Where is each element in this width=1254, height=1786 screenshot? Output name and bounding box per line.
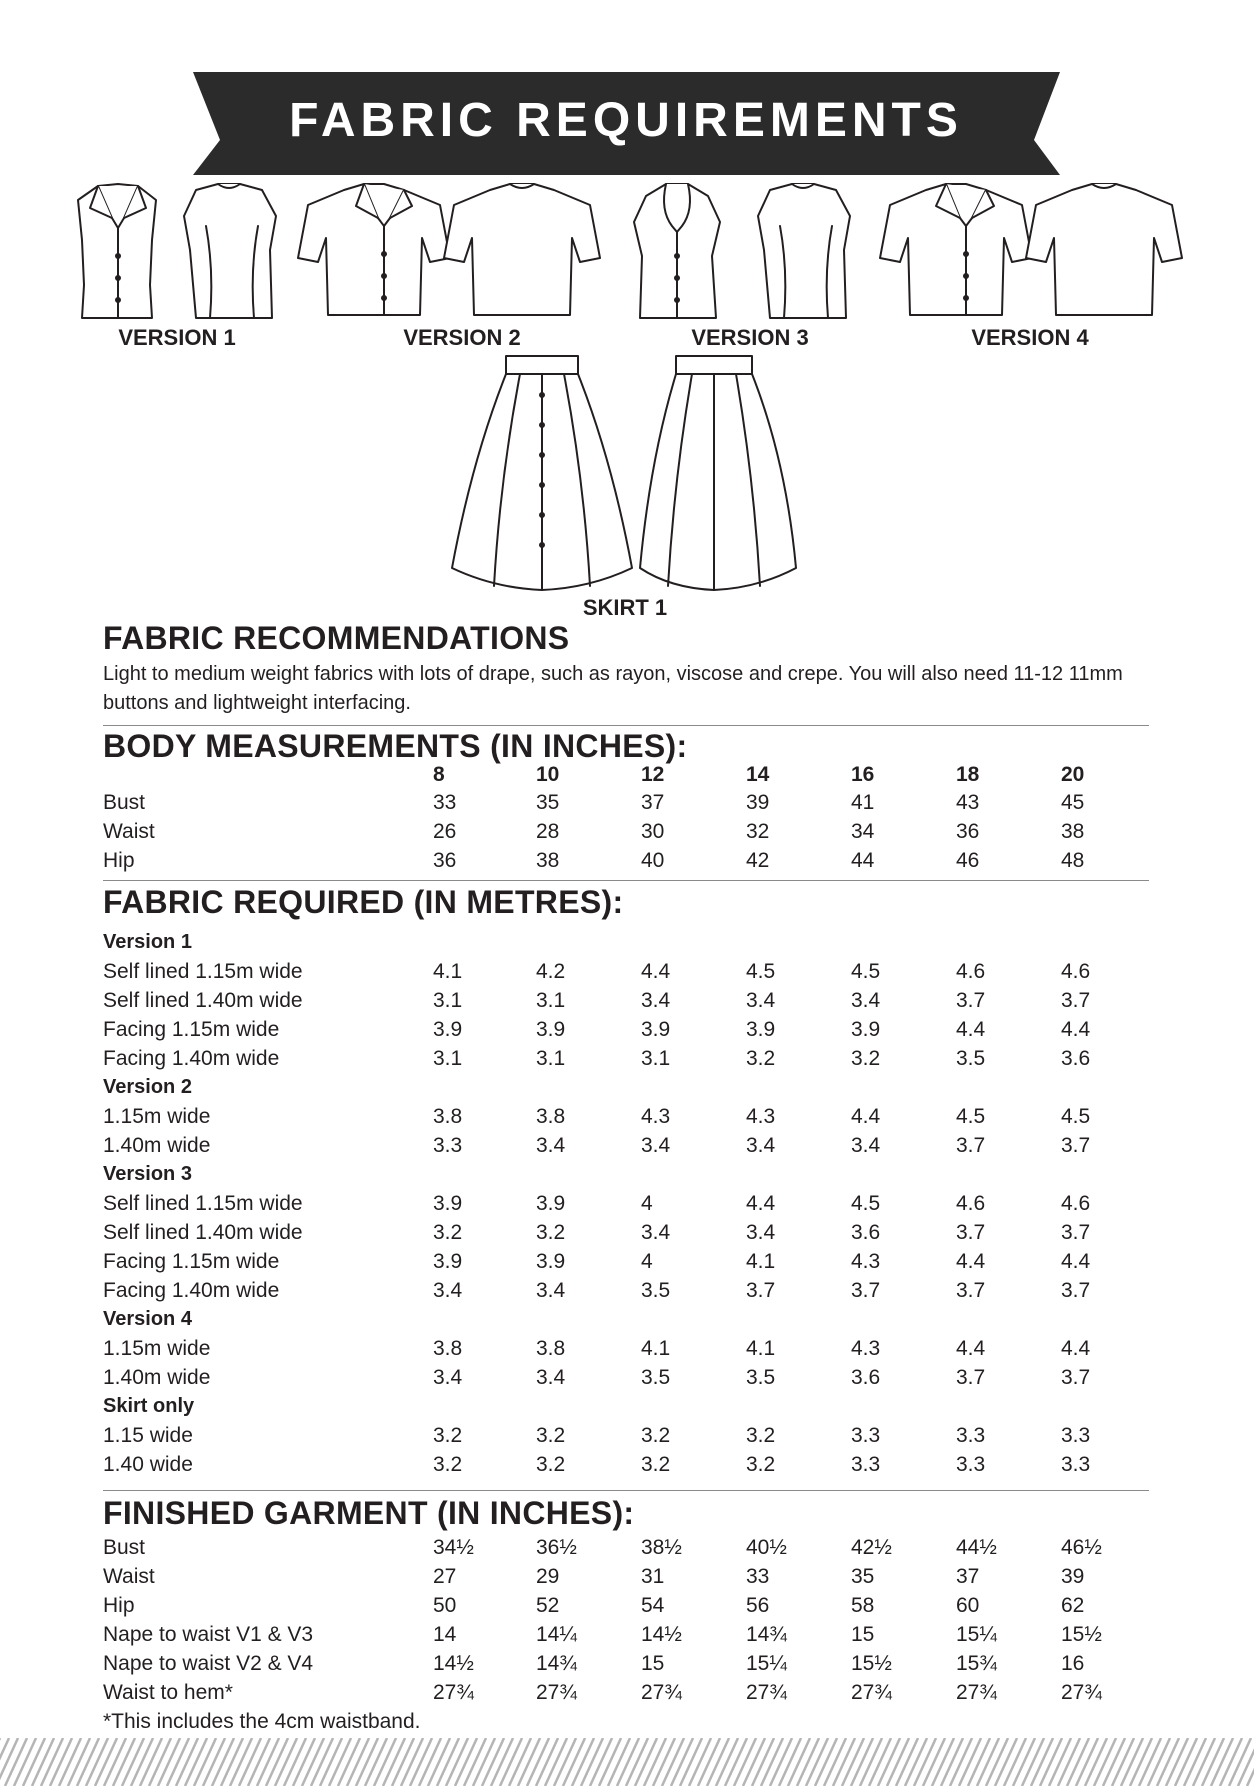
recommendations-text: Light to medium weight fabrics with lots of drape, such as rayon, viscose and crepe. You will also need 11-12 11mm buttons and lightweight interfacing. [103, 663, 1123, 714]
version-4-label: VERSION 4 [971, 325, 1089, 350]
table-row [103, 817, 1163, 846]
cell-value: 3.2 [746, 1424, 776, 1447]
cell-value: 3.4 [433, 1366, 463, 1389]
cell-value: 3.9 [746, 1018, 776, 1041]
cell-value: 4.5 [851, 1192, 881, 1215]
row-label: Hip [103, 1594, 135, 1617]
cell-value: 27¾ [746, 1681, 787, 1704]
cell-value: 34½ [433, 1536, 474, 1559]
cell-value: 4.4 [956, 1337, 986, 1360]
cell-value: 16 [1061, 1652, 1085, 1675]
version-1-label: VERSION 1 [118, 325, 236, 350]
cell-value: 62 [1061, 1594, 1085, 1617]
table-row [103, 1533, 1163, 1562]
row-label: Waist [103, 820, 155, 843]
cell-value: 48 [1061, 849, 1085, 872]
table-row [103, 1015, 1163, 1044]
row-label: Waist to hem* [103, 1681, 233, 1704]
cell-value: 42 [746, 849, 770, 872]
row-label: Self lined 1.40m wide [103, 989, 303, 1012]
cell-value: 15 [851, 1623, 875, 1646]
cell-value: 3.7 [956, 989, 986, 1012]
cell-value: 3.5 [641, 1279, 671, 1302]
cell-value: 30 [641, 820, 665, 843]
cell-value: 3.3 [851, 1424, 881, 1447]
cell-value: 3.2 [433, 1453, 463, 1476]
cell-value: 27 [433, 1565, 457, 1588]
cell-value: 3.6 [1061, 1047, 1091, 1070]
cell-value: 3.2 [746, 1453, 776, 1476]
cell-value: 14¼ [536, 1623, 577, 1646]
cell-value: 3.4 [641, 1134, 671, 1157]
cell-value: 3.2 [433, 1221, 463, 1244]
size-header: 18 [956, 763, 980, 786]
row-label: Version 4 [103, 1308, 192, 1330]
cell-value: 3.7 [746, 1279, 776, 1302]
table-row [103, 1678, 1163, 1707]
cell-value: 38½ [641, 1536, 682, 1559]
cell-value: 3.8 [433, 1337, 463, 1360]
cell-value: 42½ [851, 1536, 892, 1559]
cell-value: 29 [536, 1565, 560, 1588]
cell-value: 3.9 [536, 1192, 566, 1215]
cell-value: 39 [1061, 1565, 1085, 1588]
cell-value: 4.3 [851, 1250, 881, 1273]
table-row [103, 1102, 1163, 1131]
table-row [103, 986, 1163, 1015]
row-label: Hip [103, 849, 135, 872]
size-header: 16 [851, 763, 875, 786]
cell-value: 15½ [1061, 1623, 1102, 1646]
version-2-back-illustration [444, 184, 600, 315]
row-label: 1.15m wide [103, 1337, 211, 1360]
cell-value: 4.5 [956, 1105, 986, 1128]
cell-value: 4.3 [746, 1105, 776, 1128]
cell-value: 60 [956, 1594, 980, 1617]
size-header: 12 [641, 763, 665, 786]
cell-value: 36 [433, 849, 457, 872]
cell-value: 43 [956, 791, 980, 814]
row-label: Self lined 1.15m wide [103, 960, 303, 983]
cell-value: 36½ [536, 1536, 577, 1559]
cell-value: 37 [956, 1565, 980, 1588]
row-label: Bust [103, 791, 146, 814]
cell-value: 4.6 [956, 960, 986, 983]
cell-value: 4.4 [746, 1192, 776, 1215]
version-3-back-illustration [758, 184, 850, 318]
cell-value: 3.4 [536, 1134, 566, 1157]
row-label: Facing 1.15m wide [103, 1018, 280, 1041]
cell-value: 3.8 [536, 1337, 566, 1360]
cell-value: 27¾ [851, 1681, 892, 1704]
cell-value: 3.7 [1061, 1279, 1091, 1302]
cell-value: 4.4 [851, 1105, 881, 1128]
cell-value: 3.3 [1061, 1453, 1091, 1476]
cell-value: 4.4 [641, 960, 671, 983]
cell-value: 26 [433, 820, 457, 843]
cell-value: 3.2 [641, 1453, 671, 1476]
cell-value: 31 [641, 1565, 665, 1588]
cell-value: 27¾ [536, 1681, 577, 1704]
cell-value: 3.7 [1061, 1134, 1091, 1157]
cell-value: 36 [956, 820, 980, 843]
cell-value: 14¾ [746, 1623, 787, 1646]
cell-value: 15½ [851, 1652, 892, 1675]
version-3-front-illustration [634, 184, 720, 318]
cell-value: 3.4 [433, 1279, 463, 1302]
skirt-label: SKIRT 1 [582, 595, 668, 620]
group-heading [103, 928, 1163, 957]
table-row [103, 1218, 1163, 1247]
cell-value: 3.1 [433, 989, 463, 1012]
table-row [103, 1562, 1163, 1591]
cell-value: 3.7 [956, 1134, 986, 1157]
version-4-back-illustration [1026, 184, 1182, 315]
cell-value: 3.2 [536, 1424, 566, 1447]
cell-value: 3.9 [433, 1018, 463, 1041]
cell-value: 4.2 [536, 960, 566, 983]
cell-value: 33 [433, 791, 457, 814]
cell-value: 4.3 [851, 1337, 881, 1360]
cell-value: 3.3 [1061, 1424, 1091, 1447]
table-row [103, 1421, 1163, 1450]
version-2-front-illustration [298, 184, 450, 315]
cell-value: 46 [956, 849, 980, 872]
row-label: Facing 1.40m wide [103, 1279, 280, 1302]
cell-value: 3.6 [851, 1221, 881, 1244]
table-row [103, 1131, 1163, 1160]
table-row [103, 1247, 1163, 1276]
row-label: Bust [103, 1536, 146, 1559]
cell-value: 4 [641, 1192, 653, 1215]
cell-value: 3.2 [851, 1047, 881, 1070]
cell-value: 3.9 [536, 1018, 566, 1041]
cell-value: 3.4 [746, 1134, 776, 1157]
skirt-back-illustration [640, 356, 796, 590]
row-label: Version 3 [103, 1163, 192, 1185]
group-heading [103, 1392, 1163, 1421]
table-row [103, 957, 1163, 986]
table-row [103, 1276, 1163, 1305]
cell-value: 27¾ [641, 1681, 682, 1704]
cell-value: 4.5 [1061, 1105, 1091, 1128]
cell-value: 4.4 [1061, 1337, 1091, 1360]
cell-value: 3.3 [956, 1453, 986, 1476]
row-label: Self lined 1.15m wide [103, 1192, 303, 1215]
cell-value: 14½ [433, 1652, 474, 1675]
size-header: 8 [433, 763, 445, 786]
row-label: Waist [103, 1565, 155, 1588]
cell-value: 3.1 [536, 989, 566, 1012]
cell-value: 3.7 [851, 1279, 881, 1302]
cell-value: 4.6 [956, 1192, 986, 1215]
cell-value: 3.7 [1061, 1366, 1091, 1389]
cell-value: 3.3 [851, 1453, 881, 1476]
cell-value: 14¾ [536, 1652, 577, 1675]
row-label: Self lined 1.40m wide [103, 1221, 303, 1244]
cell-value: 27¾ [433, 1681, 474, 1704]
cell-value: 15¼ [956, 1623, 997, 1646]
cell-value: 52 [536, 1594, 560, 1617]
row-label: Skirt only [103, 1395, 195, 1417]
table-row [103, 1620, 1163, 1649]
cell-value: 4.6 [1061, 1192, 1091, 1215]
cell-value: 3.1 [433, 1047, 463, 1070]
version-4-front-illustration [880, 184, 1032, 315]
body-measurements-title: BODY MEASUREMENTS (IN INCHES): [103, 728, 688, 764]
cell-value: 3.7 [1061, 1221, 1091, 1244]
group-heading [103, 1160, 1163, 1189]
row-label: 1.40 wide [103, 1453, 193, 1476]
cell-value: 14 [433, 1623, 457, 1646]
cell-value: 39 [746, 791, 770, 814]
cell-value: 3.3 [433, 1134, 463, 1157]
cell-value: 3.9 [536, 1250, 566, 1273]
cell-value: 4.1 [641, 1337, 671, 1360]
row-label: 1.40m wide [103, 1366, 211, 1389]
cell-value: 40 [641, 849, 665, 872]
cell-value: 45 [1061, 791, 1085, 814]
cell-value: 4.1 [433, 960, 463, 983]
cell-value: 4.3 [641, 1105, 671, 1128]
version-3-label: VERSION 3 [691, 325, 809, 350]
cell-value: 3.5 [746, 1366, 776, 1389]
finished-garment-title: FINISHED GARMENT (IN INCHES): [103, 1495, 635, 1531]
cell-value: 4.4 [956, 1018, 986, 1041]
version-1-back-illustration [184, 184, 276, 318]
row-label: Facing 1.40m wide [103, 1047, 280, 1070]
cell-value: 3.9 [641, 1018, 671, 1041]
footnote: *This includes the 4cm waistband. [103, 1710, 421, 1733]
cell-value: 3.1 [641, 1047, 671, 1070]
cell-value: 3.3 [956, 1424, 986, 1447]
recommendations-title: FABRIC RECOMMENDATIONS [103, 620, 570, 656]
cell-value: 3.8 [536, 1105, 566, 1128]
cell-value: 3.2 [433, 1424, 463, 1447]
cell-value: 27¾ [1061, 1681, 1102, 1704]
cell-value: 3.1 [536, 1047, 566, 1070]
divider [103, 725, 1149, 726]
cell-value: 4.4 [956, 1250, 986, 1273]
cell-value: 58 [851, 1594, 875, 1617]
cell-value: 15¼ [746, 1652, 787, 1675]
fabric-required-title: FABRIC REQUIRED (IN METRES): [103, 884, 624, 920]
title-banner [0, 0, 1254, 180]
table-row [103, 1649, 1163, 1678]
table-row [103, 1363, 1163, 1392]
cell-value: 34 [851, 820, 875, 843]
cell-value: 33 [746, 1565, 770, 1588]
page-title: FABRIC REQUIREMENTS [289, 94, 963, 147]
row-label: 1.15m wide [103, 1105, 211, 1128]
table-row [103, 846, 1163, 875]
cell-value: 3.6 [851, 1366, 881, 1389]
cell-value: 3.4 [536, 1366, 566, 1389]
size-header: 20 [1061, 763, 1085, 786]
cell-value: 3.4 [641, 989, 671, 1012]
cell-value: 3.4 [851, 989, 881, 1012]
cell-value: 37 [641, 791, 665, 814]
cell-value: 15¾ [956, 1652, 997, 1675]
divider [103, 880, 1149, 881]
cell-value: 3.8 [433, 1105, 463, 1128]
decorative-stripe-border [0, 1738, 1254, 1786]
version-1-front-illustration [78, 184, 156, 318]
cell-value: 3.7 [956, 1221, 986, 1244]
cell-value: 4.6 [1061, 960, 1091, 983]
table-row [103, 1334, 1163, 1363]
table-row [103, 1450, 1163, 1479]
cell-value: 38 [536, 849, 560, 872]
cell-value: 3.4 [641, 1221, 671, 1244]
cell-value: 3.2 [536, 1453, 566, 1476]
row-label: Version 1 [103, 931, 192, 953]
table-row [103, 1189, 1163, 1218]
version-2-label: VERSION 2 [403, 325, 521, 350]
cell-value: 4.5 [851, 960, 881, 983]
cell-value: 41 [851, 791, 875, 814]
cell-value: 32 [746, 820, 770, 843]
table-row [103, 1044, 1163, 1073]
cell-value: 4.4 [1061, 1018, 1091, 1041]
cell-value: 3.2 [746, 1047, 776, 1070]
cell-value: 3.4 [746, 1221, 776, 1244]
cell-value: 3.9 [433, 1192, 463, 1215]
garment-illustrations [0, 176, 1254, 596]
cell-value: 3.9 [851, 1018, 881, 1041]
cell-value: 38 [1061, 820, 1085, 843]
cell-value: 28 [536, 820, 560, 843]
cell-value: 4.4 [1061, 1250, 1091, 1273]
cell-value: 3.2 [641, 1424, 671, 1447]
cell-value: 56 [746, 1594, 770, 1617]
divider [103, 1490, 1149, 1491]
size-header: 10 [536, 763, 560, 786]
size-header-row [103, 760, 1163, 789]
cell-value: 54 [641, 1594, 665, 1617]
row-label: 1.15 wide [103, 1424, 193, 1447]
size-header: 14 [746, 763, 770, 786]
cell-value: 46½ [1061, 1536, 1102, 1559]
cell-value: 3.5 [956, 1047, 986, 1070]
cell-value: 44½ [956, 1536, 997, 1559]
group-heading [103, 1073, 1163, 1102]
cell-value: 3.4 [851, 1134, 881, 1157]
cell-value: 3.7 [956, 1366, 986, 1389]
cell-value: 35 [536, 791, 560, 814]
cell-value: 3.7 [1061, 989, 1091, 1012]
skirt-front-illustration [452, 356, 632, 590]
row-label: Nape to waist V2 & V4 [103, 1652, 314, 1675]
cell-value: 3.4 [536, 1279, 566, 1302]
cell-value: 14½ [641, 1623, 682, 1646]
cell-value: 3.2 [536, 1221, 566, 1244]
group-heading [103, 1305, 1163, 1334]
cell-value: 27¾ [956, 1681, 997, 1704]
cell-value: 4.1 [746, 1250, 776, 1273]
cell-value: 3.5 [641, 1366, 671, 1389]
cell-value: 15 [641, 1652, 665, 1675]
cell-value: 3.7 [956, 1279, 986, 1302]
row-label: Version 2 [103, 1076, 192, 1098]
row-label: Nape to waist V1 & V3 [103, 1623, 314, 1646]
row-label: 1.40m wide [103, 1134, 211, 1157]
cell-value: 50 [433, 1594, 457, 1617]
cell-value: 40½ [746, 1536, 787, 1559]
cell-value: 3.4 [746, 989, 776, 1012]
row-label: Facing 1.15m wide [103, 1250, 280, 1273]
cell-value: 4 [641, 1250, 653, 1273]
cell-value: 3.9 [433, 1250, 463, 1273]
table-row [103, 1591, 1163, 1620]
cell-value: 44 [851, 849, 875, 872]
table-row [103, 788, 1163, 817]
cell-value: 35 [851, 1565, 875, 1588]
cell-value: 4.5 [746, 960, 776, 983]
cell-value: 4.1 [746, 1337, 776, 1360]
